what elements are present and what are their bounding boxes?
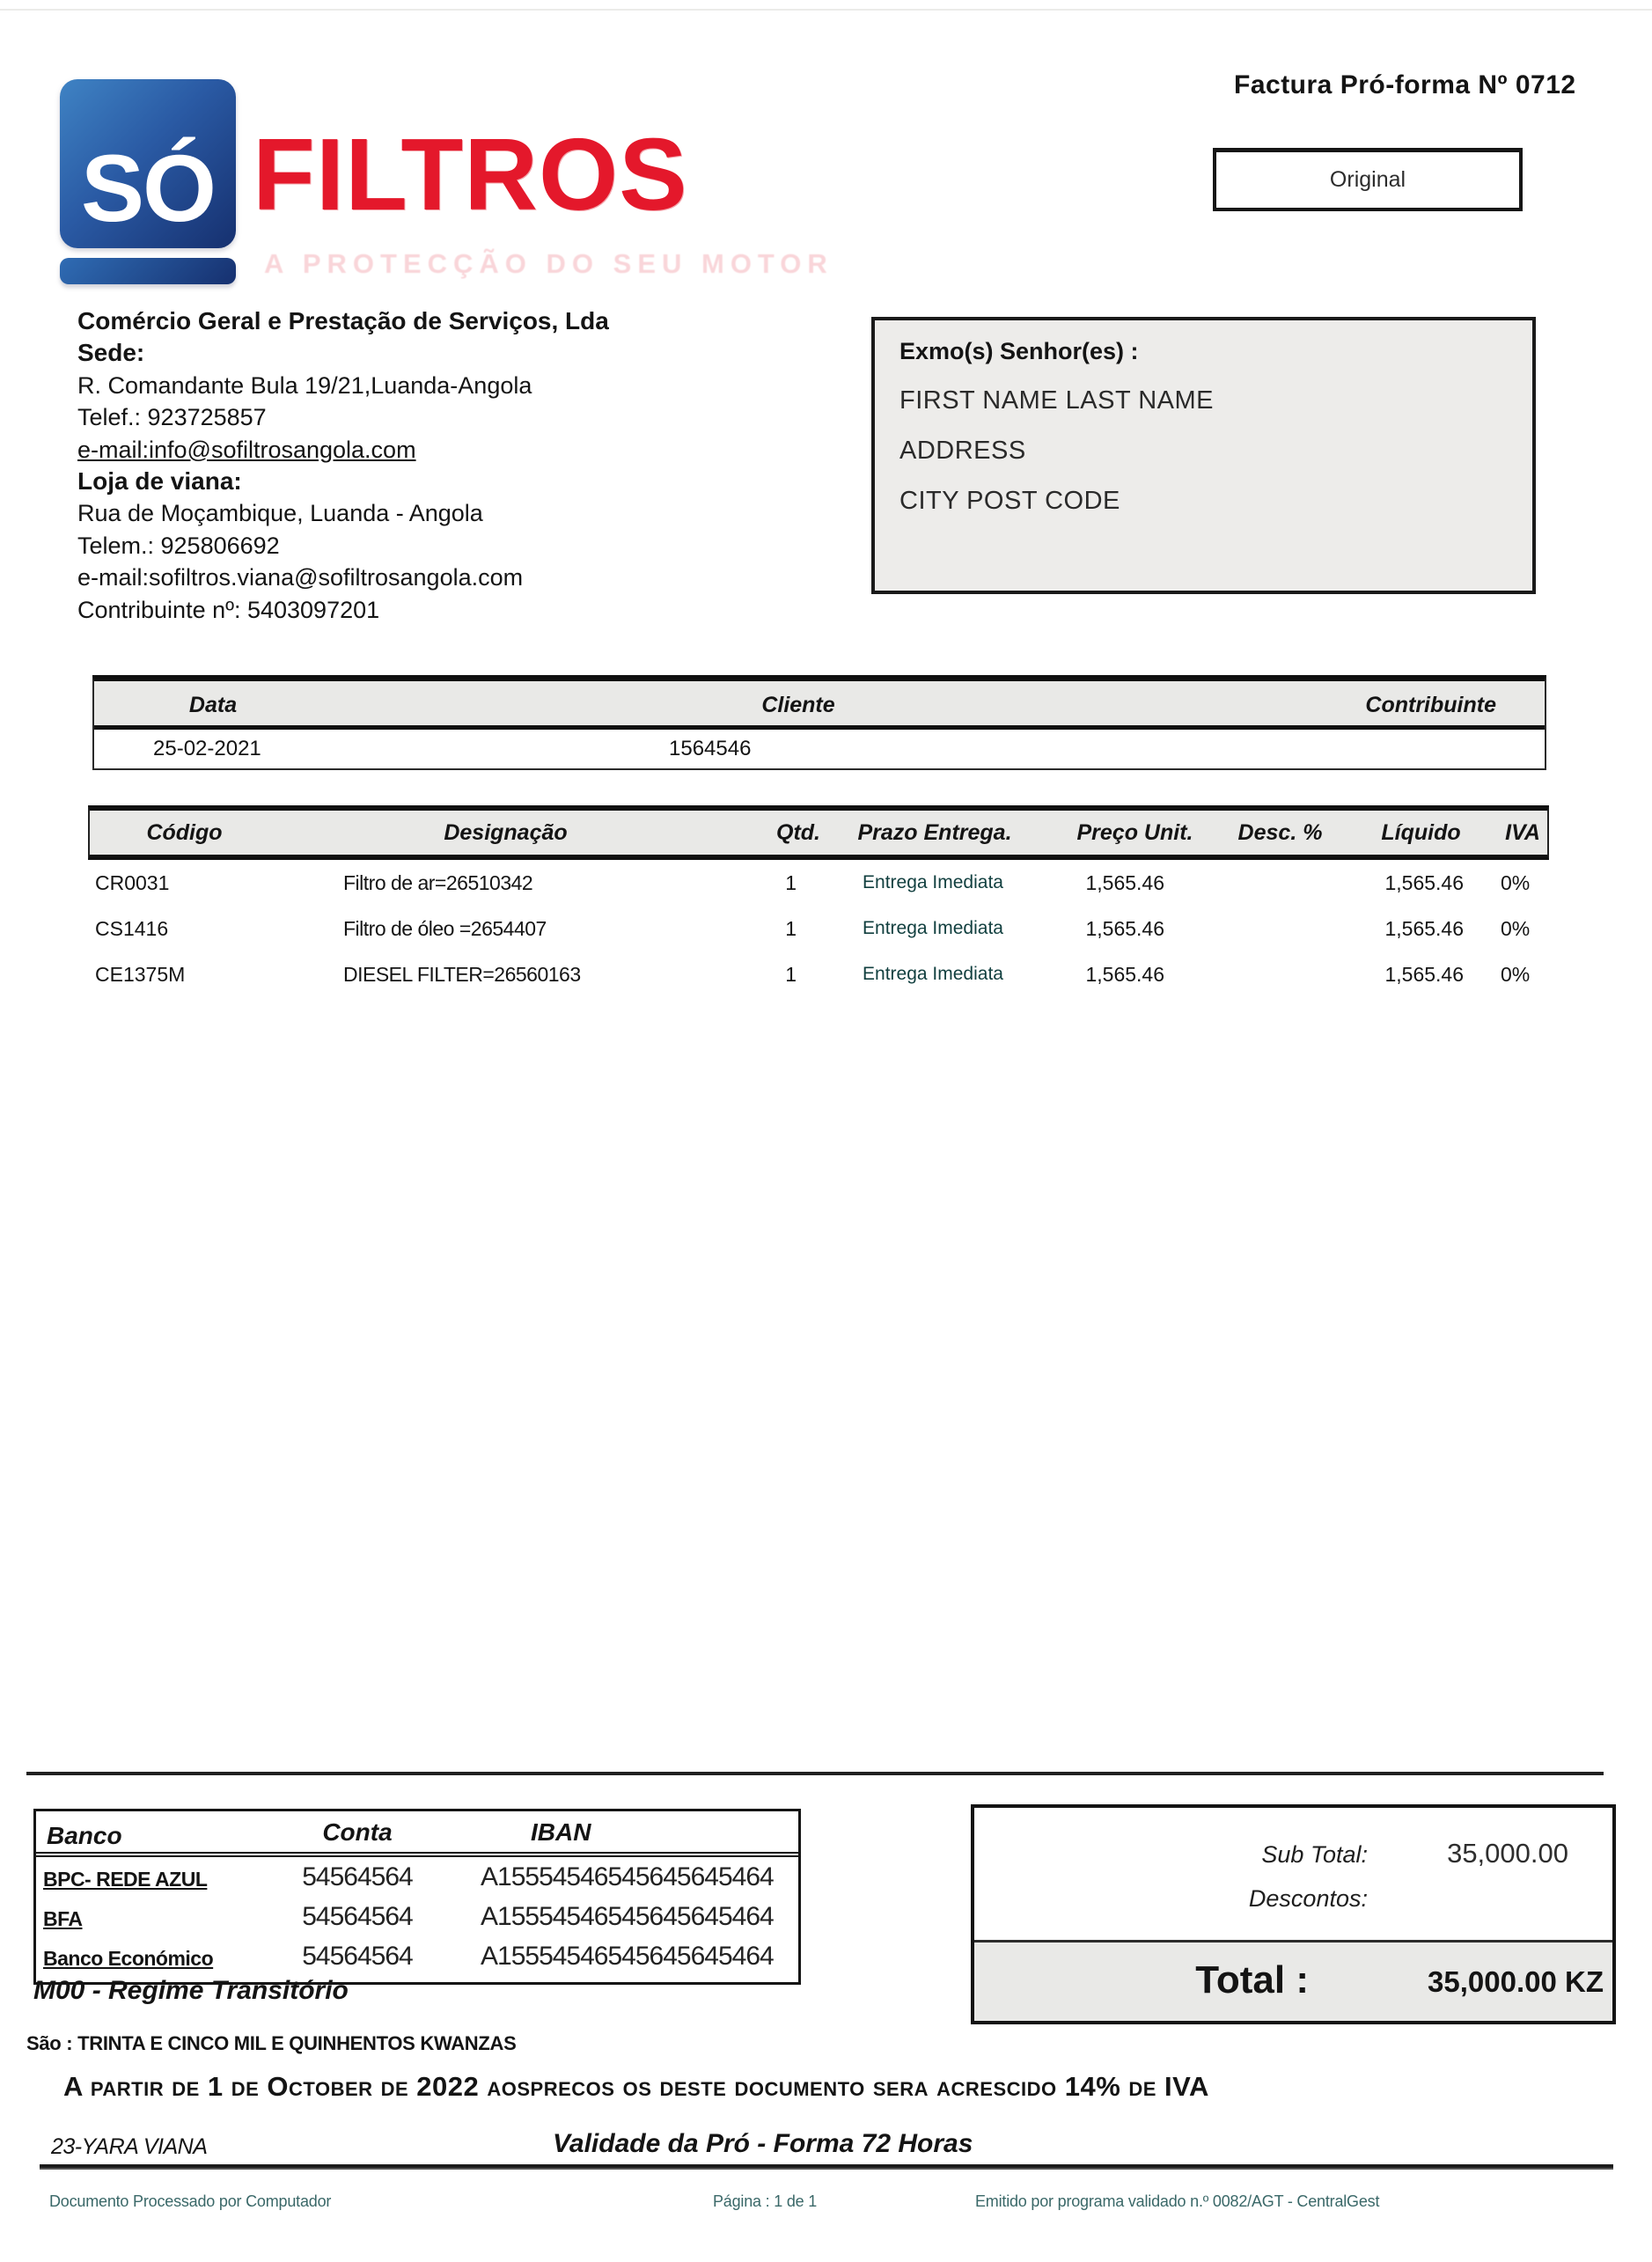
bottom-section bbox=[0, 1772, 1652, 2258]
company-loja-phone: Telem.: 925806692 bbox=[77, 532, 280, 559]
company-sede-label: Sede: bbox=[77, 339, 145, 367]
totals-subtotal-area bbox=[974, 1808, 1612, 1940]
customer-box-title: Exmo(s) Senhor(es) : bbox=[899, 338, 1139, 364]
item-row bbox=[88, 951, 1549, 997]
bank-name: Banco Económico bbox=[43, 1947, 214, 1970]
items-header-prazo: Prazo Entrega. bbox=[857, 819, 1012, 845]
bank-header-row bbox=[36, 1811, 798, 1857]
company-name: Comércio Geral e Prestação de Serviços, Lda bbox=[77, 307, 609, 334]
invoice-date: 25-02-2021 bbox=[153, 737, 261, 760]
customer-city-postcode: CITY POST CODE bbox=[899, 487, 1120, 515]
header bbox=[0, 11, 1652, 301]
bank-row bbox=[36, 1897, 798, 1936]
item-row bbox=[88, 860, 1549, 906]
item-code: CE1375M bbox=[95, 962, 186, 986]
company-info bbox=[77, 305, 609, 626]
items-header-preco: Preço Unit. bbox=[1076, 819, 1193, 845]
logo-filter-cartridge-icon bbox=[60, 79, 236, 248]
bank-account: 54564564 bbox=[302, 1902, 413, 1931]
validity-note: Validade da Pró - Forma 72 Horas bbox=[553, 2129, 973, 2158]
invoice-meta-table bbox=[92, 675, 1546, 770]
item-iva: 0% bbox=[1501, 916, 1531, 940]
item-unit-price: 1,565.46 bbox=[1085, 962, 1164, 986]
item-iva: 0% bbox=[1501, 962, 1531, 986]
operator-id: 23-YARA VIANA bbox=[51, 2134, 208, 2159]
company-sede-email: e-mail:info@sofiltrosangola.com bbox=[77, 436, 416, 463]
item-designation: Filtro de óleo =2654407 bbox=[343, 916, 547, 940]
meta-header-data: Data bbox=[188, 693, 238, 717]
bank-iban: A15554546545645645464 bbox=[481, 1902, 774, 1931]
item-delivery: Entrega Imediata bbox=[863, 918, 1003, 938]
logo-so-text: SÓ bbox=[80, 135, 216, 241]
client-number: 1564546 bbox=[669, 737, 752, 760]
item-qty: 1 bbox=[785, 962, 797, 986]
company-vat-number: Contribuinte nº: 5403097201 bbox=[77, 596, 380, 623]
company-loja-label: Loja de viana: bbox=[77, 467, 242, 496]
document-title: Factura Pró-forma Nº 0712 bbox=[1234, 70, 1576, 99]
items-header-row bbox=[88, 805, 1549, 860]
items-header-liquido: Líquido bbox=[1381, 819, 1461, 845]
bank-header-conta: Conta bbox=[322, 1818, 393, 1846]
company-sede-phone: Telef.: 923725857 bbox=[77, 404, 267, 431]
item-row bbox=[88, 906, 1549, 951]
copy-type-label: Original bbox=[1329, 167, 1406, 192]
items-table bbox=[88, 805, 1549, 997]
footer-page-number: Página : 1 de 1 bbox=[713, 2192, 818, 2210]
copy-type-box bbox=[1213, 148, 1523, 211]
amount-in-words: São : TRINTA E CINCO MIL E QUINHENTOS KWANZAS bbox=[26, 2032, 517, 2054]
bank-account: 54564564 bbox=[302, 1862, 413, 1891]
item-delivery: Entrega Imediata bbox=[863, 964, 1003, 984]
info-row bbox=[0, 301, 1652, 633]
bank-header-iban: IBAN bbox=[531, 1818, 591, 1846]
logo-cartridge-base-icon bbox=[60, 258, 236, 284]
items-header-iva: IVA bbox=[1505, 819, 1540, 845]
items-header-qtd: Qtd. bbox=[776, 819, 820, 845]
bank-row bbox=[36, 1857, 798, 1897]
bank-account: 54564564 bbox=[302, 1942, 413, 1971]
item-qty: 1 bbox=[785, 916, 797, 940]
customer-name: FIRST NAME LAST NAME bbox=[899, 386, 1214, 415]
item-unit-price: 1,565.46 bbox=[1085, 870, 1164, 894]
blank-area bbox=[0, 997, 1652, 1772]
item-net: 1,565.46 bbox=[1384, 916, 1464, 940]
bank-name: BFA bbox=[43, 1907, 83, 1930]
item-code: CR0031 bbox=[95, 870, 170, 894]
item-iva: 0% bbox=[1501, 870, 1531, 894]
meta-header-contribuinte: Contribuinte bbox=[1365, 693, 1496, 717]
section-divider-rule bbox=[26, 1772, 1604, 1775]
logo-tagline: A PROTECÇÃO DO SEU MOTOR bbox=[264, 248, 833, 279]
item-code: CS1416 bbox=[95, 916, 169, 940]
meta-header-row bbox=[94, 681, 1545, 730]
customer-box bbox=[871, 317, 1536, 594]
totals-total-band bbox=[974, 1940, 1612, 2021]
item-delivery: Entrega Imediata bbox=[863, 872, 1003, 892]
company-logo bbox=[60, 79, 236, 284]
item-qty: 1 bbox=[785, 870, 797, 894]
item-net: 1,565.46 bbox=[1384, 962, 1464, 986]
bank-name: BPC- REDE AZUL bbox=[43, 1868, 208, 1891]
meta-header-cliente: Cliente bbox=[761, 693, 835, 717]
bank-iban: A15554546545645645464 bbox=[481, 1862, 774, 1891]
total-value: 35,000.00 KZ bbox=[1428, 1965, 1604, 1998]
customer-address: ADDRESS bbox=[899, 437, 1026, 465]
company-sede-address: R. Comandante Bula 19/21,Luanda-Angola bbox=[77, 371, 532, 399]
item-designation: Filtro de ar=26510342 bbox=[343, 870, 533, 894]
iva-notice: A partir de 1 de October de 2022 aosprecos os deste documento sera acrescido 14% de IVA bbox=[63, 2071, 1209, 2102]
item-unit-price: 1,565.46 bbox=[1085, 916, 1164, 940]
footer-rule bbox=[40, 2164, 1613, 2170]
company-loja-email: e-mail:sofiltros.viana@sofiltrosangola.com bbox=[77, 564, 524, 591]
company-loja-address: Rua de Moçambique, Luanda - Angola bbox=[77, 500, 483, 527]
items-header-desc: Desc. % bbox=[1237, 819, 1323, 845]
bank-iban: A15554546545645645464 bbox=[481, 1942, 774, 1971]
bank-header-banco: Banco bbox=[47, 1822, 122, 1849]
footer-processed-note: Documento Processado por Computador bbox=[49, 2192, 332, 2210]
subtotal-label: Sub Total: bbox=[1261, 1841, 1368, 1868]
footer-emitted-note: Emitido por programa validado n.º 0082/AGT - CentralGest bbox=[975, 2192, 1380, 2210]
tax-regime-note: M00 - Regime Transitório bbox=[33, 1976, 349, 2005]
items-header-codigo: Código bbox=[146, 819, 223, 845]
item-designation: DIESEL FILTER=26560163 bbox=[343, 962, 581, 986]
descontos-label: Descontos: bbox=[1248, 1885, 1368, 1912]
totals-box bbox=[971, 1804, 1616, 2024]
items-header-designacao: Designação bbox=[444, 819, 568, 845]
total-label: Total : bbox=[1195, 1958, 1309, 2001]
item-net: 1,565.46 bbox=[1384, 870, 1464, 894]
meta-value-row bbox=[94, 730, 1545, 768]
bank-table bbox=[33, 1809, 801, 1985]
logo-filtros-text: FILTROS bbox=[253, 117, 688, 231]
subtotal-value: 35,000.00 bbox=[1447, 1838, 1568, 1869]
